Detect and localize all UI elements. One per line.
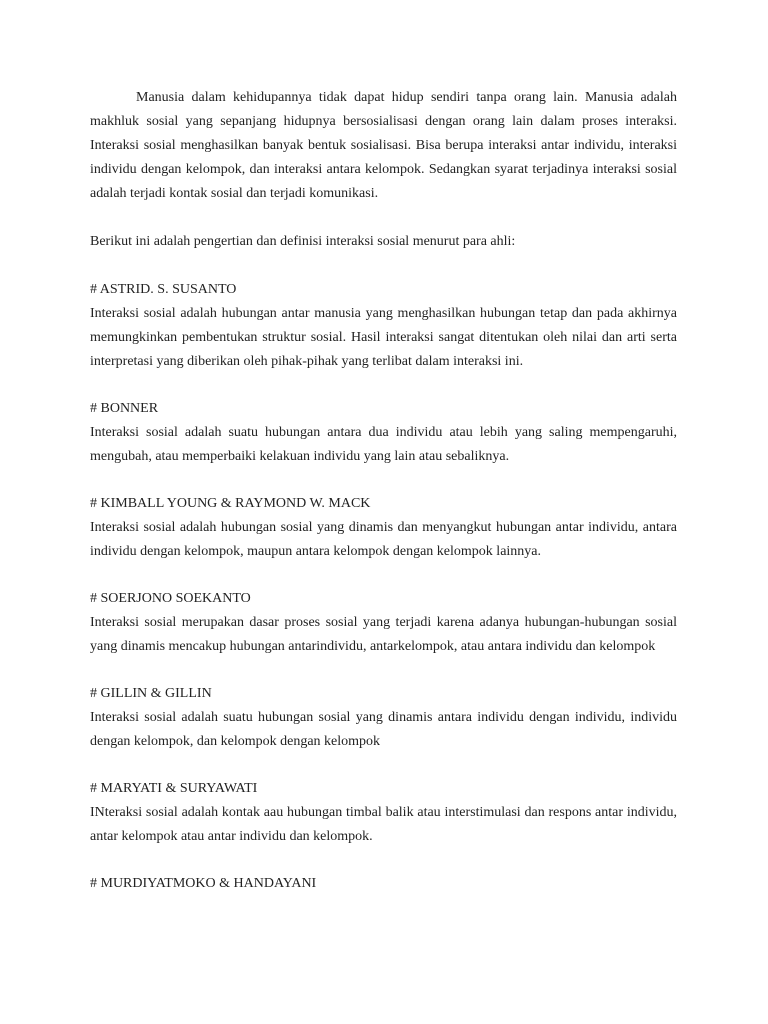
section-body: Interaksi sosial adalah hubungan sosial yang dinamis dan menyangkut hubungan antar individu, antara individu dengan kelompok, maupun antara kelompok dengan kelompok lainnya. — [90, 520, 677, 559]
definition-section — [90, 777, 677, 849]
paragraph-gap — [90, 254, 677, 278]
intro-paragraph: Manusia dalam kehidupannya tidak dapat hidup sendiri tanpa orang lain. Manusia adalah makhluk sosial yang sepanjang hidupnya bersosialisasi dengan orang lain dalam proses interaksi. Interaksi sosial menghasilkan banyak bentuk sosialisasi. Bisa berupa interaksi antar individu, interaksi individu dengan kelompok, dan interaksi antara kelompok. Sedangkan syarat terjadinya interaksi sosial adalah terjadi kontak sosial dan terjadi komunikasi. — [90, 90, 677, 201]
section-body: Interaksi sosial adalah suatu hubungan antara dua individu atau lebih yang saling mempengaruhi, mengubah, atau memperbaiki kelakuan individu yang lain atau sebaliknya. — [90, 425, 677, 464]
definition-section — [90, 587, 677, 659]
definition-section — [90, 682, 677, 754]
section-body: Interaksi sosial adalah suatu hubungan sosial yang dinamis antara individu dengan individu, individu dengan kelompok, dan kelompok dengan kelompok — [90, 710, 677, 749]
section-body: Interaksi sosial adalah hubungan antar manusia yang menghasilkan hubungan tetap dan pada akhirnya memungkinkan pembentukan struktur sosial. Hasil interaksi sangat ditentukan oleh nilai dan arti serta interpretasi yang diberikan oleh pihak-pihak yang terlibat dalam interaksi ini. — [90, 306, 677, 369]
definition-section — [90, 872, 677, 896]
section-heading: # BONNER — [90, 401, 159, 416]
section-heading: # GILLIN & GILLIN — [90, 686, 212, 701]
section-body: Interaksi sosial merupakan dasar proses sosial yang terjadi karena adanya hubungan-hubungan sosial yang dinamis mencakup hubungan antarindividu, antarkelompok, atau antara individu dan kelompok — [90, 615, 677, 654]
section-heading: # MURDIYATMOKO & HANDAYANI — [90, 876, 317, 891]
section-heading: # MARYATI & SURYAWATI — [90, 781, 258, 796]
section-heading: # ASTRID. S. SUSANTO — [90, 282, 237, 297]
section-body: INteraksi sosial adalah kontak aau hubungan timbal balik atau interstimulasi dan respons antar individu, antar kelompok atau antar individu dan kelompok. — [90, 805, 677, 844]
definition-section — [90, 278, 677, 374]
definition-section — [90, 397, 677, 469]
paragraph-gap — [90, 206, 677, 230]
document-page — [90, 86, 677, 919]
definition-section — [90, 492, 677, 564]
section-heading: # KIMBALL YOUNG & RAYMOND W. MACK — [90, 496, 371, 511]
lead-paragraph: Berikut ini adalah pengertian dan definisi interaksi sosial menurut para ahli: — [90, 234, 516, 249]
section-heading: # SOERJONO SOEKANTO — [90, 591, 251, 606]
